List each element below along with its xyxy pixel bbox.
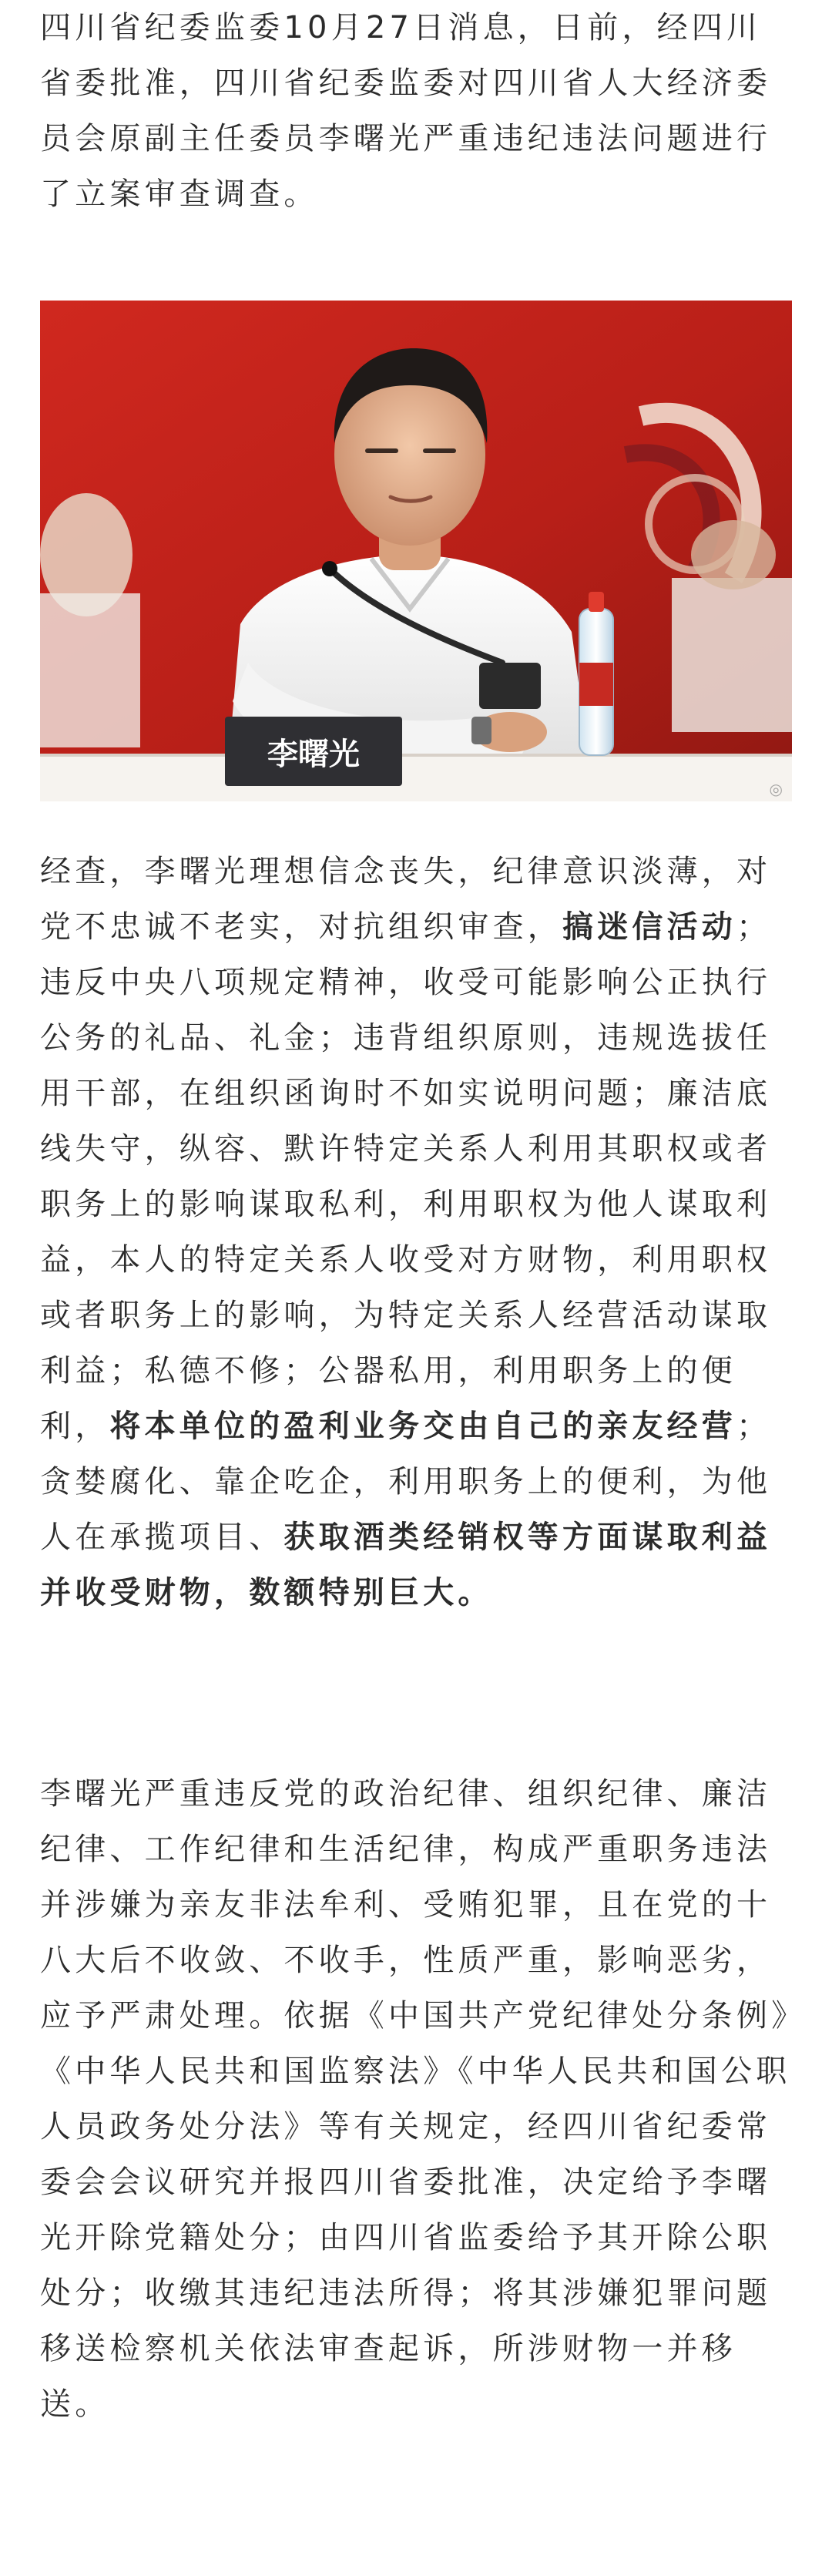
watermark: [770, 780, 787, 798]
paragraph-2-emphasis: 将本单位的盈利业务交由自己的亲友经营: [109, 1409, 737, 1444]
nameplate-text: 李曙光: [267, 737, 360, 772]
paragraph-2-segment: 经查，李曙光理想信念丧失，纪律意识淡薄，对党不忠诚不老实，对抗组织审查，: [40, 854, 772, 945]
paragraph-2-emphasis: 获取酒类经销权等方面谋取利益并收受财物，数额特别巨大。: [40, 1520, 772, 1610]
paragraph-2-emphasis: 搞迷信活动: [562, 909, 736, 945]
news-photo-drawing: [40, 301, 792, 801]
paragraph-2-segment: ；贪婪腐化、靠企吃企，利用职务上的便利，为他人在承揽项目、: [40, 1409, 772, 1555]
news-photo[interactable]: [40, 301, 792, 801]
paragraph-2-segment: ；违反中央八项规定精神，收受可能影响公正执行公务的礼品、礼金；违背组织原则，违规选拔任用干部，在组织函询时不如实说明问题；廉洁底线失守，纵容、默许特定关系人利用其职权或者职务上的影响谋取私利，利用职权为他人谋取利益，本人的特定关系人收受对方财物，利用职权或者职务上的影响，为特定关系人经营活动谋取利益；私德不修；公器私用，利用职务上的便利，: [40, 909, 772, 1444]
article-paragraph-1: 四川省纪委监委10月27日消息，日前，经四川省委批准，四川省纪委监委对四川省人大经济委员会原副主任委员李曙光严重违纪违法问题进行了立案审查调查。: [40, 10, 772, 212]
app-logo-icon: ◎: [769, 780, 783, 798]
article-paragraph-2: [40, 844, 792, 1620]
article-paragraph-3: 李曙光严重违反党的政治纪律、组织纪律、廉洁纪律、工作纪律和生活纪律，构成严重职务违法并涉嫌为亲友非法牟利、受贿犯罪，且在党的十八大后不收敛、不收手，性质严重，影响恶劣，应予严肃处理。依据《中国共产党纪律处分条例》《中华人民共和国监察法》《中华人民共和国公职人员政务处分法》等有关规定，经四川省纪委常委会会议研究并报四川省委批准，决定给予李曙光开除党籍处分；由四川省监委给予其开除公职处分；收缴其违纪违法所得；将其涉嫌犯罪问题移送检察机关依法审查起诉，所涉财物一并移送。: [40, 1776, 791, 2422]
